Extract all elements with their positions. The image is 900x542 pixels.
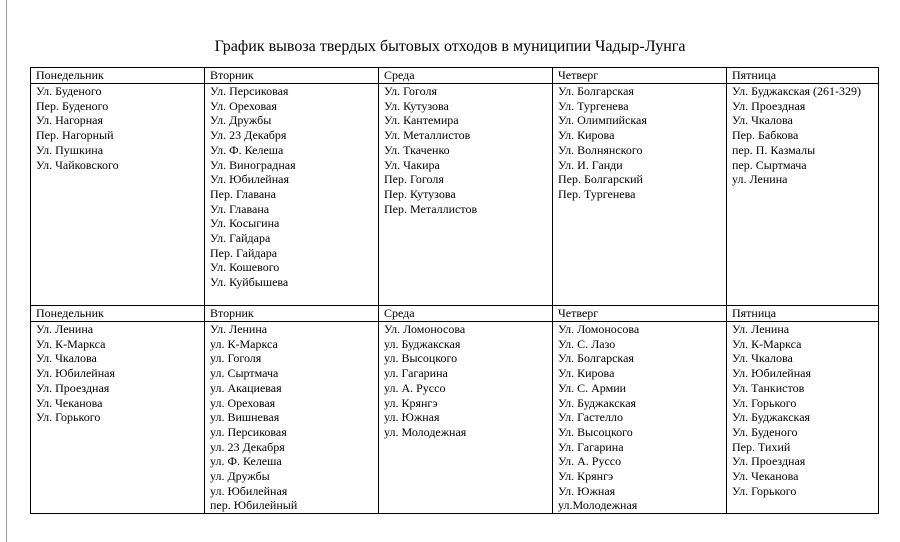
street-item: Ул. Ленина (732, 322, 790, 336)
street-item: Ул. Горького (36, 410, 101, 425)
street-item: ул. Юбилейная (210, 483, 288, 498)
street-item: Ул. Нагорная (36, 113, 104, 128)
street-item: Ул. Главана (210, 201, 270, 216)
page-margin-line (6, 0, 7, 542)
street-item: Ул. Юбилейная (36, 366, 115, 381)
street-item: ул. Молодежная (384, 424, 467, 439)
street-item: ул. Южная (384, 410, 440, 425)
street-item: Ул. Ломоносова (558, 322, 640, 336)
street-item: Ул. Кирова (558, 366, 615, 381)
street-list (379, 322, 553, 514)
week-2-header-row (31, 306, 879, 322)
street-item: Ул. Куйбышева (210, 275, 289, 290)
street-item: Ул. К-Маркса (732, 336, 802, 351)
street-item: Ул. Гайдара (210, 231, 271, 246)
street-item: ул. Гагарина (384, 366, 448, 381)
week-1-streets-row (31, 84, 879, 306)
street-item: Пер. Буденого (36, 98, 109, 113)
street-item: Ул. Болгарская (558, 84, 634, 98)
street-item: Ул. Ломоносова (384, 322, 466, 336)
street-item: Ул. Проездная (36, 380, 110, 395)
street-item: Пер. Главана (210, 186, 276, 201)
street-item: Ул. Гоголя (384, 84, 437, 98)
street-item: Ул. С. Лазо (558, 336, 616, 351)
street-item: Ул. Горького (732, 395, 797, 410)
day-header: Вторник (205, 68, 379, 84)
street-item: Пер. Бабкова (732, 128, 799, 143)
street-item: Ул. Чкалова (732, 351, 793, 366)
street-item: Ул. Гагарина (558, 439, 624, 454)
day-header: Пятница (727, 68, 879, 84)
street-item: Ул. Волнянского (558, 142, 643, 157)
day-header: Среда (379, 306, 553, 322)
street-item: Ул. Кирова (558, 128, 615, 143)
street-item: Ул. Проездная (732, 98, 806, 113)
street-item: Ул. Крянгэ (558, 469, 614, 484)
street-item: Ул. И. Ганди (558, 157, 623, 172)
street-item: Ул. Южная (558, 483, 616, 498)
street-item: ул. А. Руссо (384, 380, 446, 395)
day-header: Пятница (727, 306, 879, 322)
street-item: Пер. Кутузова (384, 186, 456, 201)
street-item: пер. Юбилейный (210, 498, 298, 513)
day-header: Вторник (205, 306, 379, 322)
street-item: Пер. Болгарский (558, 172, 643, 187)
street-item: Ул. Металлистов (384, 128, 471, 143)
street-item: ул. Ленина (732, 172, 788, 187)
street-item: пер. П. Казмалы (732, 142, 816, 157)
street-list (205, 84, 379, 306)
day-header: Понедельник (31, 306, 205, 322)
street-item: Ул. А. Руссо (558, 454, 622, 469)
street-item: Ул. Кантемира (384, 113, 459, 128)
street-item: ул. Буджакская (384, 336, 461, 351)
street-list (31, 322, 205, 514)
street-item: Пер. Гоголя (384, 172, 444, 187)
street-item: Ул. Тургенева (558, 98, 629, 113)
document-title: График вывоза твердых бытовых отходов в муниципии Чадыр-Лунга (214, 38, 686, 55)
street-item: Ул. Дружбы (210, 113, 272, 128)
street-list (553, 322, 727, 514)
street-item: ул. 23 Декабря (210, 439, 285, 454)
street-item: Ул. Буджакская (261-329) (732, 84, 862, 98)
street-item: Ул. 23 Декабря (210, 128, 287, 143)
street-item: ул. Высоцкого (384, 351, 458, 366)
street-item: пер. Сыртмача (732, 157, 807, 172)
street-item: Ул. Олимпийская (558, 113, 647, 128)
street-item: Ул. Ткаченко (384, 142, 450, 157)
street-item: Ул. Проездная (732, 454, 806, 469)
street-list (727, 84, 879, 306)
street-item: ул. Сыртмача (210, 366, 279, 381)
day-header: Понедельник (31, 68, 205, 84)
street-item: ул. К-Маркса (210, 336, 278, 351)
street-item: Пер. Нагорный (36, 128, 114, 143)
street-item: Пер. Тихий (732, 439, 791, 454)
street-item: Ул. Буденого (732, 424, 798, 439)
street-item: Ул. Буденого (36, 84, 102, 98)
street-item: Ул. Кутузова (384, 98, 449, 113)
street-item: Ул. Высоцкого (558, 424, 633, 439)
street-item: Пер. Металлистов (384, 201, 478, 216)
street-item: Ул. Персиковая (210, 84, 289, 98)
week-2-streets-row (31, 322, 879, 514)
street-item: Ул. Ореховая (210, 98, 277, 113)
street-item: Ул. Косыгина (210, 216, 280, 231)
street-item: Ул. Болгарская (558, 351, 634, 366)
street-item: ул. Дружбы (210, 469, 270, 484)
street-item: Ул. Чакира (384, 157, 440, 172)
street-item: ул. Акациевая (210, 380, 282, 395)
schedule-table (30, 67, 879, 514)
street-item: Ул. Буджакская (732, 410, 811, 425)
street-item: Ул. С. Армии (558, 380, 627, 395)
street-list (205, 322, 379, 514)
street-item: Ул. Чкалова (36, 351, 97, 366)
street-item: Ул. Горького (732, 483, 797, 498)
street-item: ул. Ф. Келеша (210, 454, 282, 469)
street-list (379, 84, 553, 306)
schedule-body (31, 68, 879, 514)
street-item: Ул. Ф. Келеша (210, 142, 284, 157)
street-list (553, 84, 727, 306)
street-item: Ул. Чеканова (732, 469, 799, 484)
street-item: Ул. Танкистов (732, 380, 805, 395)
street-item: Ул. Буджакская (558, 395, 637, 410)
street-item: Ул. Чайковского (36, 157, 119, 172)
street-item: Ул. К-Маркса (36, 336, 106, 351)
street-item: Ул. Чеканова (36, 395, 103, 410)
street-item: Ул. Виноградная (210, 157, 296, 172)
street-list (727, 322, 879, 514)
street-item: Ул. Ленина (210, 322, 268, 336)
street-item: Ул. Гастелло (558, 410, 623, 425)
week-1-header-row (31, 68, 879, 84)
street-item: Ул. Кошевого (210, 260, 280, 275)
day-header: Среда (379, 68, 553, 84)
street-item: Ул. Чкалова (732, 113, 793, 128)
street-item: ул. Ореховая (210, 395, 276, 410)
street-item: ул.Молодежная (558, 498, 638, 513)
street-item: Ул. Юбилейная (732, 366, 811, 381)
street-item: Ул. Ленина (36, 322, 94, 336)
street-item: ул. Гоголя (210, 351, 262, 366)
street-item: Ул. Пушкина (36, 142, 104, 157)
street-item: ул. Крянгэ (384, 395, 438, 410)
street-item: Пер. Тургенева (558, 186, 636, 201)
street-item: Пер. Гайдара (210, 245, 278, 260)
street-list (31, 84, 205, 306)
street-item: ул. Вишневая (210, 410, 280, 425)
day-header: Четверг (553, 68, 727, 84)
day-header: Четверг (553, 306, 727, 322)
street-item: ул. Персиковая (210, 424, 287, 439)
street-item: Ул. Юбилейная (210, 172, 289, 187)
